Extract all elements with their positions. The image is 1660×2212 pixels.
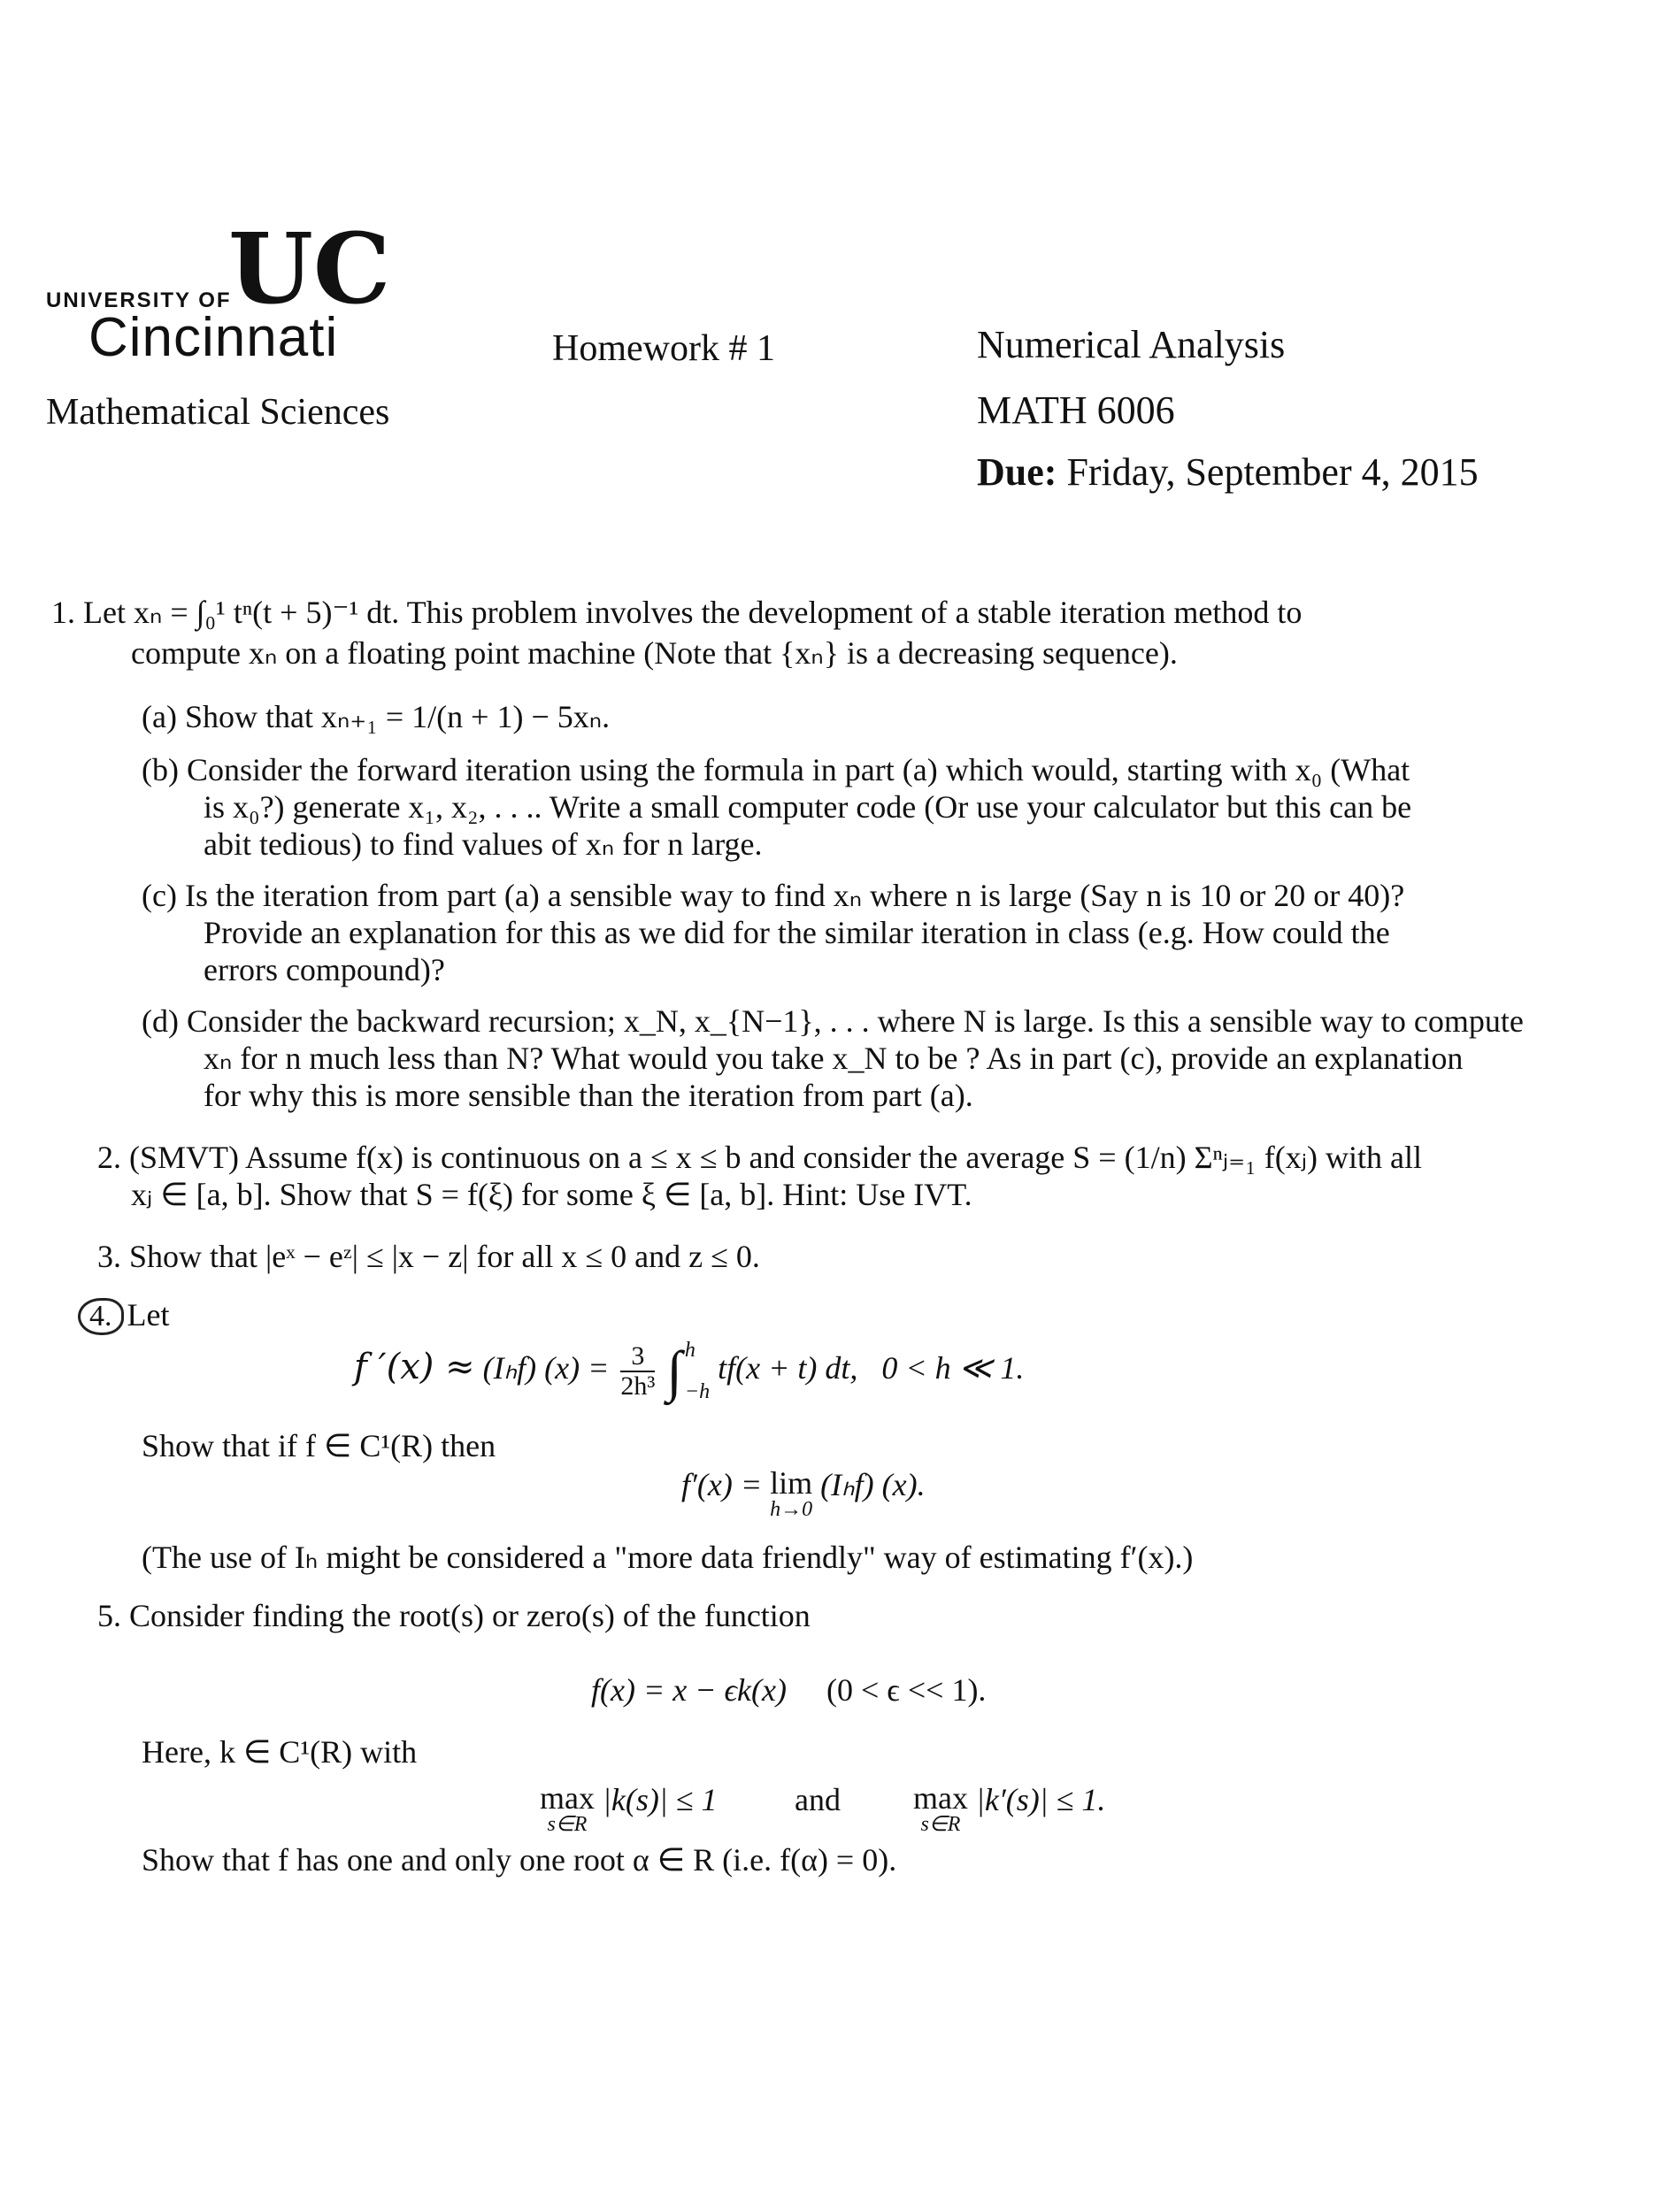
- problem-2-line-2: xⱼ ∈ [a, b]. Show that S = f(ξ) for some ξ ∈ [a, b]. Hint: Use IVT.: [131, 1177, 972, 1212]
- due-date-value: Friday, September 4, 2015: [1066, 450, 1479, 494]
- max-operator-1: [540, 1782, 595, 1835]
- bound-2-expression: |k′(s)| ≤ 1.: [975, 1782, 1106, 1817]
- problem-1b-line-2: is x₀?) generate x₁, x₂, . . .. Write a small computer code (Or use your calculator but this can be: [204, 789, 1412, 825]
- integrand: tf(x + t) dt,: [718, 1350, 858, 1386]
- limit-operator: [770, 1467, 812, 1520]
- max-operator-2: [913, 1782, 968, 1835]
- university-name: Cincinnati: [88, 307, 339, 368]
- handwritten-annotation: f ′(x) ≈: [354, 1347, 475, 1388]
- max-word-2: max: [913, 1780, 968, 1816]
- department-name: Mathematical Sciences: [46, 392, 390, 433]
- function-definition: f(x) = x − ϵk(x): [591, 1672, 787, 1708]
- fraction-denominator: 2h³: [620, 1371, 656, 1401]
- problem-1d-line-2: xₙ for n much less than N? What would you take x_N to be ? As in part (c), provide an explanation: [204, 1041, 1464, 1076]
- integral-sign-icon: ∫: [666, 1340, 682, 1402]
- problem-1c-line-2: Provide an explanation for this as we did for the similar iteration in class (e.g. How could the: [204, 915, 1390, 950]
- fraction-3-over-2h3: [620, 1342, 655, 1400]
- limit-word: lim: [770, 1465, 813, 1501]
- uc-logo-icon: [228, 211, 391, 326]
- max-subscript-2: s∈R: [920, 1813, 961, 1836]
- problem-5-bound-1: [540, 1782, 718, 1835]
- problem-1d-line-1: (d) Consider the backward recursion; x_N, x_{N−1}, . . . where N is large. Is this a sensible way to compute: [142, 1003, 1524, 1039]
- svg-text:UC: UC: [228, 211, 391, 326]
- problem-4-note: (The use of Iₕ might be considered a "more data friendly" way of estimating f′(x).): [142, 1540, 1194, 1575]
- fraction-numerator: 3: [620, 1342, 655, 1372]
- integral-limits: [685, 1338, 710, 1405]
- h-condition: 0 < h ≪ 1.: [881, 1350, 1025, 1386]
- problem-4-header: [78, 1297, 169, 1335]
- problem-2-line-1: 2. (SMVT) Assume f(x) is continuous on a ≤ x ≤ b and consider the average S = (1/n) Σⁿⱼ₌₁ f(xⱼ) with all: [97, 1140, 1422, 1175]
- due-label: Due:: [977, 450, 1057, 494]
- limit-subscript: h→0: [770, 1498, 813, 1521]
- problem-4-let: Let: [127, 1297, 170, 1333]
- integral-lower-limit: −h: [684, 1379, 711, 1403]
- course-code: MATH 6006: [977, 388, 1175, 432]
- problem-5-function: [591, 1672, 986, 1709]
- max-subscript-1: s∈R: [547, 1813, 588, 1836]
- due-date: [977, 449, 1479, 495]
- limit-lhs: f′(x) =: [681, 1467, 763, 1502]
- problem-4-equation: [354, 1338, 1024, 1405]
- epsilon-condition: (0 < ϵ << 1).: [826, 1672, 987, 1708]
- course-name: Numerical Analysis: [977, 323, 1286, 366]
- problem-1d-line-3: for why this is more sensible than the iteration from part (a).: [204, 1078, 973, 1113]
- bound-1-expression: |k(s)| ≤ 1: [602, 1782, 718, 1817]
- problem-5-here: Here, k ∈ C¹(R) with: [142, 1734, 418, 1770]
- problem-5-bound-2: [913, 1782, 1105, 1835]
- problem-1c-line-3: errors compound)?: [204, 952, 445, 987]
- homework-title: Homework # 1: [552, 328, 775, 369]
- problem-5-intro: 5. Consider finding the root(s) or zero(s) of the function: [97, 1598, 811, 1633]
- ih-operator-lhs: (Iₕf) (x) =: [482, 1350, 610, 1386]
- problem-4-limit: [681, 1467, 926, 1520]
- problem-1c-line-1: (c) Is the iteration from part (a) a sensible way to find xₙ where n is large (Say n is 10 or 20 or 40)?: [142, 878, 1405, 913]
- problem-1-line-2: compute xₙ on a floating point machine (Note that {xₙ} is a decreasing sequence).: [131, 635, 1178, 671]
- limit-rhs: (Iₕf) (x).: [820, 1467, 926, 1502]
- university-of-label: UNIVERSITY OF: [46, 288, 232, 312]
- problem-4-circled-number: 4.: [78, 1298, 124, 1335]
- problem-4-show: Show that if f ∈ C¹(R) then: [142, 1428, 496, 1463]
- problem-1b-line-3: abit tedious) to find values of xₙ for n large.: [204, 826, 763, 862]
- problem-5-and: and: [795, 1782, 841, 1817]
- problem-1b-line-1: (b) Consider the forward iteration using the formula in part (a) which would, starting with x₀ (What: [142, 752, 1410, 787]
- problem-3: 3. Show that |eˣ − eᶻ| ≤ |x − z| for all x ≤ 0 and z ≤ 0.: [97, 1239, 760, 1274]
- integral-upper-limit: h: [684, 1339, 696, 1362]
- max-word-1: max: [540, 1780, 595, 1816]
- problem-1-line-1: 1. Let xₙ = ∫₀¹ tⁿ(t + 5)⁻¹ dt. This problem involves the development of a stable iteration method to: [51, 595, 1303, 630]
- problem-5-show: Show that f has one and only one root α ∈ R (i.e. f(α) = 0).: [142, 1842, 897, 1878]
- problem-1a: (a) Show that xₙ₊₁ = 1/(n + 1) − 5xₙ.: [142, 699, 611, 734]
